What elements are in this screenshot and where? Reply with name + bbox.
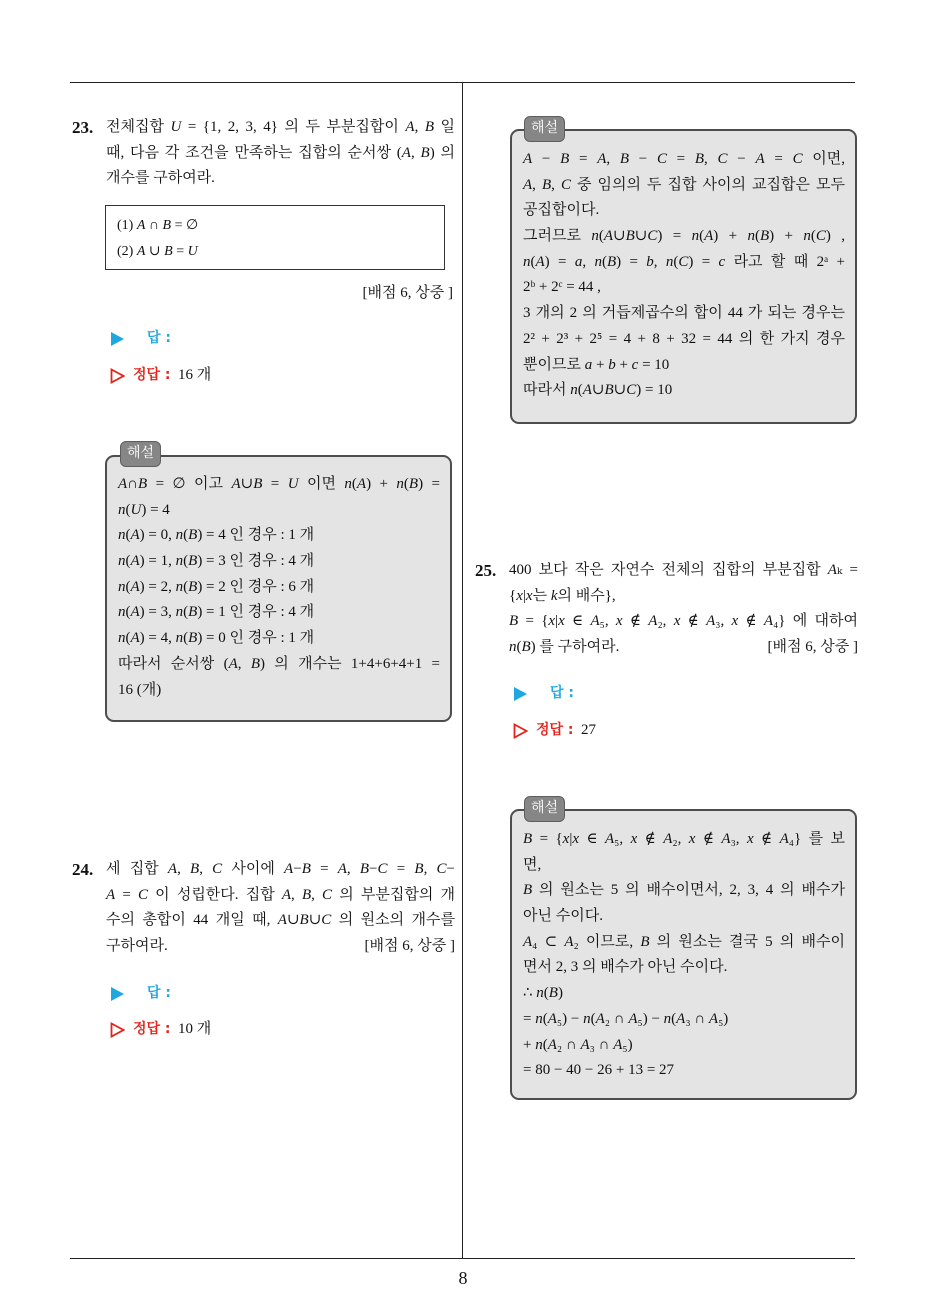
problem-number: 23. [72, 118, 94, 137]
bottom-rule [70, 1258, 855, 1259]
solution-line: = 80 − 40 − 26 + 13 = 27 [523, 1062, 675, 1079]
conditions-box [105, 205, 445, 270]
condition-line: (2) A ∪ B = U [117, 243, 198, 259]
solution-text [523, 147, 845, 404]
solution-tab: 해설 [524, 116, 565, 142]
solution-line: 2² + 2³ + 2⁵ = 4 + 8 + 32 = 44 의 한 가지 경우 [523, 330, 845, 347]
solution-line: n(A) = a, n(B) = b, n(C) = c 라고 할 때 2ᵃ + [523, 253, 845, 270]
stem-line: n(B) 를 구하여라. [509, 639, 620, 656]
solution-line: A − B = A, B − C = B, C − A = C 이면, [523, 151, 846, 167]
solution-line: n(A) = 0, n(B) = 4 인 경우 : 1 개 [118, 527, 315, 544]
stem-line: 전체집합 U = {1, 2, 3, 4} 의 두 부분집합이 A, B 일 [106, 119, 455, 135]
solution-line: 뿐이므로 a + b + c = 10 [523, 356, 670, 373]
page-number: 8 [458, 1268, 468, 1288]
solution-line: 공집합이다. [523, 202, 600, 219]
answer-row [508, 681, 708, 707]
correct-answer-value: 16 개 [178, 367, 212, 383]
solution-text [523, 827, 845, 1084]
solution-line: 16 (개) [118, 681, 162, 698]
answer-label: 답 : [550, 685, 574, 701]
stem-line: {x|x는 k의 배수}, [509, 587, 616, 604]
problem-number: 25. [475, 561, 497, 580]
outline-triangle-right-icon [110, 1022, 125, 1038]
solution-line: 2ᵇ + 2ᶜ = 44 , [523, 279, 601, 296]
stem-line: B = {x|x ∈ A₅, x ∉ A₂, x ∉ A₃, x ∉ A₄} 에 대하여 [509, 613, 859, 630]
correct-answer-row [508, 718, 708, 744]
filled-triangle-right-icon [111, 332, 124, 346]
stem-line: 세 집합 A, B, C 사이에 A−B = A, B−C = B, C− [106, 861, 455, 877]
condition-line: (1) A ∩ B = ∅ [117, 218, 199, 233]
solution-line: n(A) = 1, n(B) = 3 인 경우 : 4 개 [118, 553, 315, 570]
column-divider [462, 82, 463, 1258]
solution-line: 그러므로 n(A∪B∪C) = n(A) + n(B) + n(C) , [523, 228, 845, 245]
filled-triangle-right-icon [111, 987, 124, 1001]
problem-stem [509, 558, 858, 661]
stem-line-with-score [106, 934, 455, 960]
stem-line: 개수를 구하여라. [106, 170, 215, 187]
correct-answer-label: 정답 : [133, 1021, 171, 1037]
problem-stem [106, 115, 455, 192]
stem-line: 수의 총합이 44 개일 때, A∪B∪C 의 원소의 개수를 [106, 912, 455, 929]
solution-line: = n(A₅) − n(A₂ ∩ A₅) − n(A₃ ∩ A₅) [523, 1010, 729, 1027]
answer-row [105, 981, 305, 1007]
correct-answer-row [105, 1017, 305, 1043]
solution-line: 따라서 순서쌍 (A, B) 의 개수는 1+4+6+4+1 = [118, 655, 441, 672]
solution-text [118, 472, 440, 703]
stem-line: 때, 다음 각 조건을 만족하는 집합의 순서쌍 (A, B) 의 [106, 144, 456, 161]
solution-line: 면서 2, 3 의 배수가 아닌 수이다. [523, 959, 728, 976]
solution-tab: 해설 [524, 796, 565, 822]
filled-triangle-right-icon [514, 687, 527, 701]
correct-answer-value: 27 [581, 722, 596, 738]
stem-line-with-score [509, 635, 858, 661]
score-label: [배점 6, 상중 ] [364, 938, 455, 955]
solution-tab: 해설 [120, 441, 161, 467]
stem-line: 구하여라. [106, 938, 168, 955]
solution-line: B 의 원소는 5 의 배수이면서, 2, 3, 4 의 배수가 [523, 882, 845, 899]
correct-answer-value: 10 개 [178, 1021, 212, 1037]
solution-line: ∴ n(B) [523, 985, 563, 1002]
score-label: [배점 6, 상중 ] [362, 285, 453, 301]
solution-line: B = {x|x ∈ A₅, x ∉ A₂, x ∉ A₃, x ∉ A₄} 를 보 [523, 831, 846, 847]
stem-line: A = C 이 성립한다. 집합 A, B, C 의 부분집합의 개 [106, 886, 456, 903]
stem-line: 400 보다 작은 자연수 전체의 집합의 부분집합 Aₖ = [509, 562, 858, 578]
solution-line: + n(A₂ ∩ A₃ ∩ A₅) [523, 1036, 633, 1053]
solution-line: n(U) = 4 [118, 501, 170, 518]
score-line [106, 281, 453, 307]
outline-triangle-right-icon [513, 723, 528, 739]
score-label: [배점 6, 상중 ] [767, 639, 858, 656]
solution-line: A∩B = ∅ 이고 A∪B = U 이면 n(A) + n(B) = [118, 476, 440, 492]
problem-stem [106, 857, 455, 960]
solution-line: 3 개의 2 의 거듭제곱수의 합이 44 가 되는 경우는 [523, 305, 845, 322]
answer-row [105, 326, 305, 352]
solution-line: n(A) = 3, n(B) = 1 인 경우 : 4 개 [118, 604, 315, 621]
correct-answer-row [105, 363, 305, 389]
problem-number: 24. [72, 860, 94, 879]
correct-answer-label: 정답 : [536, 722, 574, 738]
solution-line: 면, [523, 856, 542, 873]
answer-label: 답 : [147, 985, 171, 1001]
correct-answer-label: 정답 : [133, 367, 171, 383]
solution-line: 따라서 n(A∪B∪C) = 10 [523, 382, 673, 399]
outline-triangle-right-icon [110, 368, 125, 384]
solution-line: n(A) = 2, n(B) = 2 인 경우 : 6 개 [118, 578, 315, 595]
solution-line: 아닌 수이다. [523, 908, 603, 925]
answer-label: 답 : [147, 330, 171, 346]
solution-line: A₄ ⊂ A₂ 이므로, B 의 원소는 결국 5 의 배수이 [523, 933, 845, 950]
solution-line: A, B, C 중 임의의 두 집합 사이의 교집합은 모두 [523, 176, 846, 193]
solution-line: n(A) = 4, n(B) = 0 인 경우 : 1 개 [118, 630, 315, 647]
